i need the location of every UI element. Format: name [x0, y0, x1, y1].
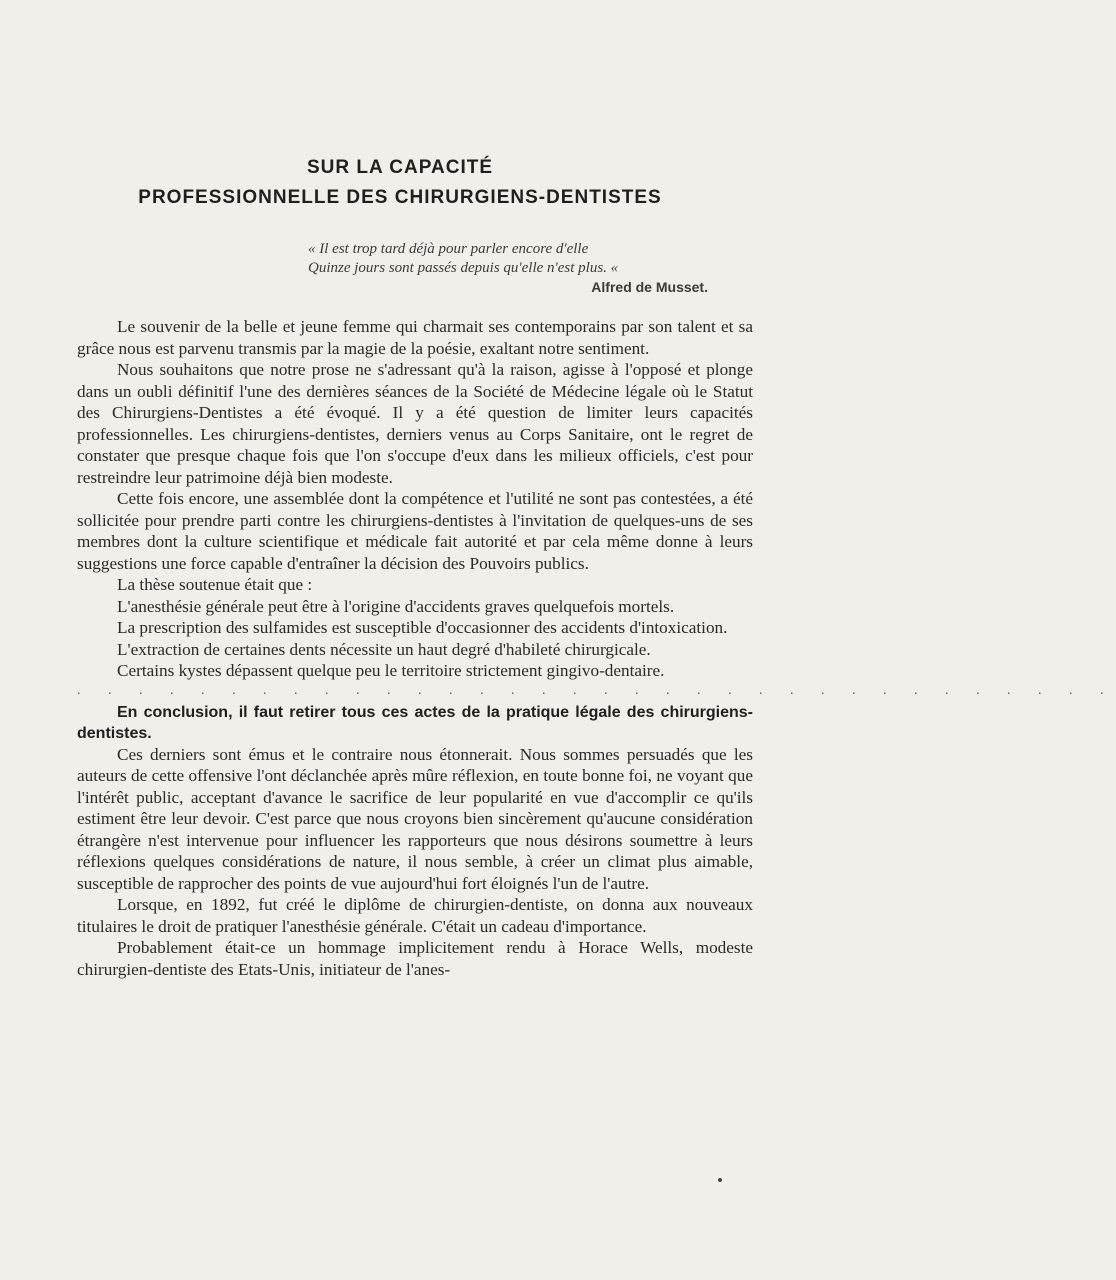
- title-line-2: PROFESSIONNELLE DES CHIRURGIENS-DENTISTES: [138, 187, 662, 208]
- paragraph: La thèse soutenue était que :: [117, 575, 313, 594]
- paragraph: L'anesthésie générale peut être à l'origine d'accidents graves quelquefois mortels.: [117, 596, 675, 616]
- paragraph: Le souvenir de la belle et jeune femme qui charmait ses contemporains par son talent et sa grâce nous est parvenu transmis par la magie de la poésie, exaltant notre sentiment.: [77, 317, 753, 358]
- paragraph: Probablement était-ce un hommage implicitement rendu à Horace Wells, modeste chirurgien-dentiste des Etats-Unis, initiateur de l'anes-: [77, 938, 753, 979]
- article-body: [77, 316, 1116, 980]
- paragraph: L'extraction de certaines dents nécessite un haut degré d'habileté chirurgicale.: [117, 639, 651, 659]
- paragraph: Certains kystes dépassent quelque peu le territoire strictement gingivo-dentaire.: [117, 661, 665, 680]
- paragraph: La prescription des sulfamides est susceptible d'occasionner des accidents d'intoxication.: [117, 618, 728, 637]
- dotted-separator: . . . . . . . . . . . . . . . . . . . . . . . . . . . . . . . . . .: [77, 682, 1116, 698]
- paragraph: Cette fois encore, une assemblée dont la compétence et l'utilité ne sont pas contestées, a été sollicitée pour prendre parti contre les chirurgiens-dentistes à l'invitation de quelques-uns de ses membres dont la culture scientifique et médicale fait autorité et par cela même donne à leurs suggestions une force capable d'entraîner la décision des Pouvoirs publics.: [77, 489, 753, 573]
- epigraph-author: Alfred de Musset.: [591, 279, 708, 295]
- epigraph: [308, 240, 708, 297]
- epigraph-line-2: Quinze jours sont passés depuis qu'elle n'est plus. «: [308, 260, 619, 276]
- page-mark: [718, 1178, 722, 1182]
- paragraph: Lorsque, en 1892, fut créé le diplôme de chirurgien-dentiste, on donna aux nouveaux titulaires le droit de pratiquer l'anesthésie générale. C'était un cadeau d'importance.: [77, 895, 753, 936]
- title-line-1: SUR LA CAPACITÉ: [307, 157, 493, 178]
- epigraph-line-1: « Il est trop tard déjà pour parler encore d'elle: [308, 241, 589, 257]
- conclusion-heading: En conclusion, il faut retirer tous ces actes de la pratique légale des chirurgiens-dentistes.: [77, 703, 753, 742]
- paragraph: Nous souhaitons que notre prose ne s'adressant qu'à la raison, agisse à l'opposé et plonge dans un oubli définitif l'une des dernières séances de la Société de Médecine légale où le Statut des Chirurgiens-Dentistes a été évoqué. Il y a été question de limiter leurs capacités professionnelles. Les chirurgiens-dentistes, derniers venus au Corps Sanitaire, ont le regret de constater que presque chaque fois que l'on s'occupe d'eux dans les milieux officiels, c'est pour restreindre leur patrimoine déjà bien modeste.: [77, 360, 753, 487]
- paragraph: Ces derniers sont émus et le contraire nous étonnerait. Nous sommes persuadés que les auteurs de cette offensive l'ont déclanchée après mûre réflexion, en toute bonne foi, ne voyant que l'intérêt public, acceptant d'avance le sacrifice de leur popularité en vue d'accomplir ce qu'ils estiment être leur devoir. C'est parce que nous croyons bien sincèrement qu'aucune considération étrangère n'est intervenue pour influencer les rapporteurs que nous désirons soumettre à leurs réflexions quelques considérations de nature, il nous semble, à créer un climat plus aimable, susceptible de rapprocher des points de vue aujourd'hui fort éloignés l'un de l'autre.: [77, 744, 753, 893]
